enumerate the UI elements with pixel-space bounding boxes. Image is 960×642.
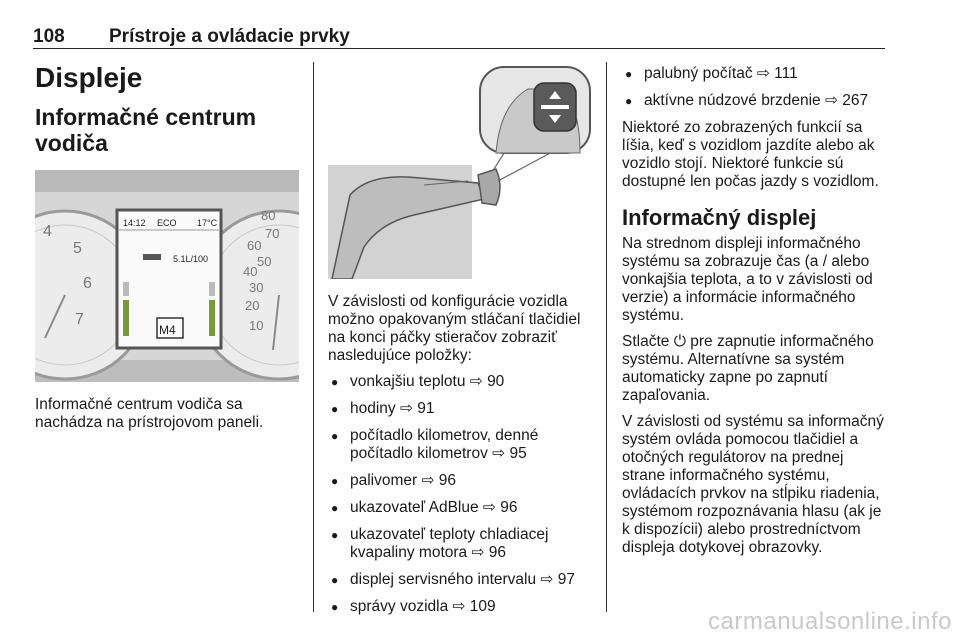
display-time: 14:12 bbox=[123, 218, 146, 228]
list-item: ● palubný počítač ⇨ 111 bbox=[622, 65, 886, 83]
speed-label: 6 bbox=[83, 275, 92, 292]
column-divider bbox=[313, 62, 314, 612]
speed-label: 4 bbox=[43, 223, 52, 240]
display-consumption: 5.1L/100 bbox=[173, 254, 209, 264]
section-heading: Informačný displej bbox=[622, 205, 817, 230]
page-header bbox=[33, 10, 885, 49]
watermark: carmanualsonline.info bbox=[708, 608, 952, 635]
list-item: ● hodiny ⇨ 91 bbox=[328, 400, 592, 418]
intro-paragraph: V závislosti od konfigurácie vozidla možno opakovaným stláčaní tlačidiel na konci páčky stieračov zobraziť nasledujúce položky: bbox=[328, 293, 581, 364]
column-divider bbox=[606, 62, 607, 612]
speed-label: 5 bbox=[73, 240, 82, 257]
display-temp: 17°C bbox=[197, 218, 218, 228]
page-number: 108 bbox=[33, 26, 65, 47]
list-item: ● ukazovateľ AdBlue ⇨ 96 bbox=[328, 499, 592, 517]
speed-label: 20 bbox=[245, 298, 260, 313]
car-icon bbox=[143, 254, 161, 260]
list-item: ● aktívne núdzové brzdenie ⇨ 267 bbox=[622, 92, 886, 110]
speed-label: 70 bbox=[265, 226, 280, 241]
list-item: ● ukazovateľ teploty chladiacej kvapaliny motora ⇨ 96 bbox=[328, 526, 592, 562]
instrument-cluster-illustration bbox=[35, 170, 299, 382]
speed-label: 7 bbox=[75, 311, 84, 328]
column-1 bbox=[35, 62, 299, 440]
column-3 bbox=[622, 65, 886, 565]
paragraph: Stlačte ⏻ pre zapnutie informačného systému. Alternatívne sa systém automaticky zapne po zapnutí zapaľovania. bbox=[622, 333, 874, 404]
display-items-list bbox=[328, 373, 592, 616]
section-title: Displeje bbox=[35, 62, 143, 93]
list-item: ● vonkajšiu teplotu ⇨ 90 bbox=[328, 373, 592, 391]
section-subtitle: Informačné centrum vodiča bbox=[35, 104, 257, 156]
display-items-list-continued bbox=[622, 65, 886, 110]
speed-label: 10 bbox=[249, 318, 264, 333]
figure-caption: Informačné centrum vodiča sa nachádza na prístrojovom paneli. bbox=[35, 396, 264, 431]
list-item: ● počítadlo kilometrov, denné počítadlo kilometrov ⇨ 95 bbox=[328, 427, 592, 463]
speed-label: 40 bbox=[243, 264, 258, 279]
list-item: ● správy vozidla ⇨ 109 bbox=[328, 598, 592, 616]
column-2 bbox=[328, 65, 592, 625]
display-mode: ECO bbox=[157, 218, 177, 228]
wiper-stalk-illustration bbox=[328, 65, 592, 279]
list-item: ● displej servisného intervalu ⇨ 97 bbox=[328, 571, 592, 589]
list-item: ● palivomer ⇨ 96 bbox=[328, 472, 592, 490]
paragraph: V závislosti od systému sa informačný systém ovláda pomocou tlačidiel a otočných regulátorov na prednej strane informačného systému, ovládacích prvkov na stĺpiku riadenia, systémom rozpoznávania hlasu (ak je k dispozícii) alebo prostredníctvom displeja dotykovej obrazovky. bbox=[622, 413, 884, 556]
display-gear: M4 bbox=[159, 323, 176, 337]
paragraph: Na strednom displeji informačného systému sa zobrazuje čas (a / alebo vonkajšia teplota, a to v závislosti od verzie) a informácie informačného systému. bbox=[622, 235, 873, 324]
speed-label: 30 bbox=[249, 280, 264, 295]
running-title: Prístroje a ovládacie prvky bbox=[109, 26, 350, 47]
speed-label: 80 bbox=[261, 208, 276, 223]
speed-label: 60 bbox=[247, 238, 262, 253]
paragraph: Niektoré zo zobrazených funkcií sa líšia, keď s vozidlom jazdíte alebo ak vozidlo stojí. Niektoré funkcie sú dostupné len počas jazdy s vozidlom. bbox=[622, 119, 879, 190]
speed-label: 50 bbox=[257, 254, 272, 269]
